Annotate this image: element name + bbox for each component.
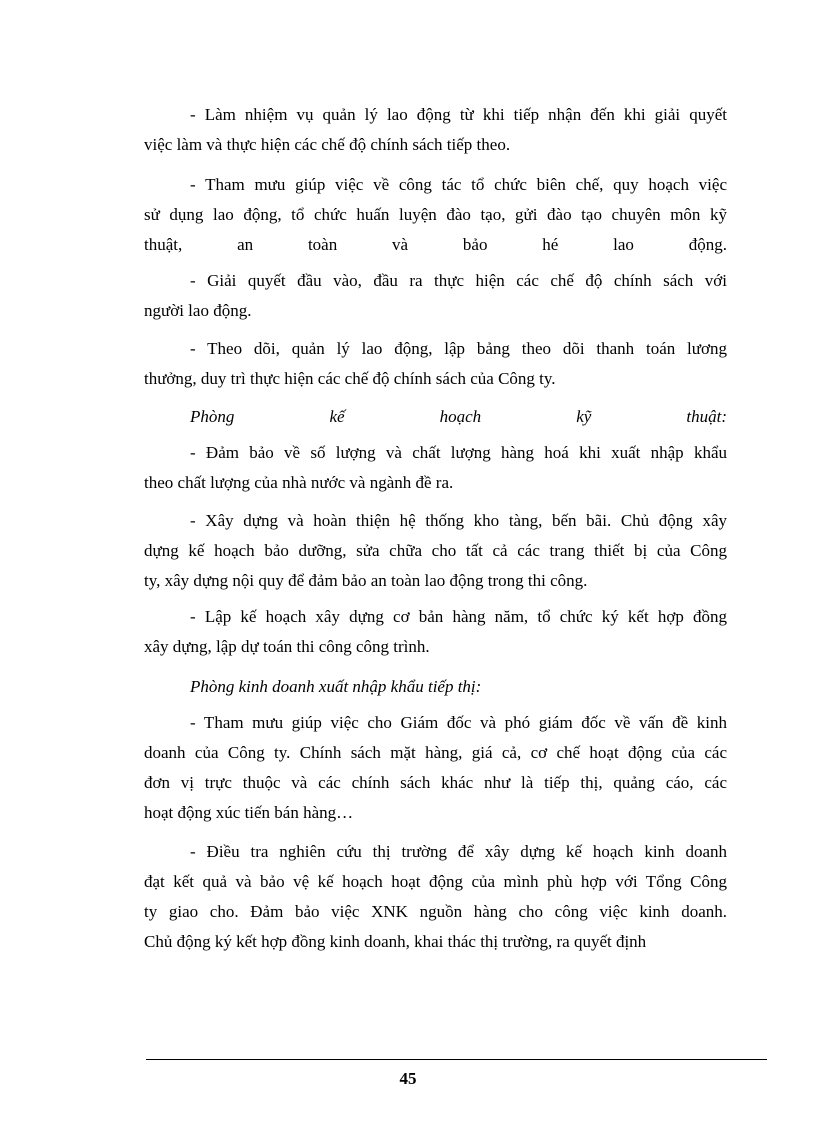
body-text-line: đạt kết quả và bảo vệ kế hoạch hoạt động của mình phù hợp với Tổng Công	[144, 872, 727, 891]
body-text-line: ty giao cho. Đảm bảo việc XNK nguồn hàng cho công việc kinh doanh.	[144, 902, 727, 921]
body-text-line: theo chất lượng của nhà nước và ngành đề ra.	[144, 473, 454, 492]
body-text-line: ty, xây dựng nội quy để đảm bảo an toàn lao động trong thi công.	[144, 571, 588, 590]
page-number: 45	[399, 1069, 417, 1088]
body-text-line: hoạt động xúc tiến bán hàng…	[144, 803, 354, 822]
body-text-line: - Tham mưu giúp việc cho Giám đốc và phó giám đốc về vấn đề kinh	[190, 713, 727, 732]
body-text-line: dựng kế hoạch bảo dưỡng, sửa chữa cho tất cả các trang thiết bị của Công	[144, 541, 727, 560]
body-text-line: người lao động.	[144, 301, 252, 320]
body-text-line: đơn vị trực thuộc và các chính sách khác như là tiếp thị, quảng cáo, các	[144, 773, 727, 792]
body-text-line: thưởng, duy trì thực hiện các chế độ chính sách của Công ty.	[144, 369, 556, 388]
body-text-line: - Xây dựng và hoàn thiện hệ thống kho tàng, bến bãi. Chủ động xây	[190, 511, 727, 530]
body-text-line: sử dụng lao động, tổ chức huấn luyện đào tạo, gửi đào tạo chuyên môn kỹ	[144, 205, 727, 224]
section-heading: Phòng kinh doanh xuất nhập khẩu tiếp thị:	[190, 677, 482, 696]
body-text-line: - Làm nhiệm vụ quản lý lao động từ khi tiếp nhận đến khi giải quyết	[190, 105, 727, 124]
body-text-line: - Tham mưu giúp việc về công tác tổ chức biên chế, quy hoạch việc	[190, 175, 727, 194]
footer-divider	[146, 1059, 767, 1060]
body-text-line: thuật, an toàn và bảo hé lao động.	[144, 235, 727, 254]
body-text-line: - Điều tra nghiên cứu thị trường để xây dựng kế hoạch kinh doanh	[190, 842, 727, 861]
body-text-line: xây dựng, lập dự toán thi công công trình.	[144, 637, 430, 656]
body-text-line: - Đảm bảo về số lượng và chất lượng hàng hoá khi xuất nhập khẩu	[190, 443, 727, 462]
section-heading: Phòng kế hoạch kỹ thuật:	[190, 407, 727, 426]
body-text-line: Chủ động ký kết hợp đồng kinh doanh, khai thác thị trường, ra quyết định	[144, 932, 647, 951]
body-text-line: doanh của Công ty. Chính sách mặt hàng, giá cả, cơ chế hoạt động của các	[144, 743, 727, 762]
body-text-line: - Lập kế hoạch xây dựng cơ bản hàng năm, tổ chức ký kết hợp đồng	[190, 607, 727, 626]
body-text-line: - Giải quyết đầu vào, đầu ra thực hiện các chế độ chính sách với	[190, 271, 727, 290]
body-text-line: việc làm và thực hiện các chế độ chính sách tiếp theo.	[144, 135, 511, 154]
body-text-line: - Theo dõi, quản lý lao động, lập bảng theo dõi thanh toán lương	[190, 339, 727, 358]
